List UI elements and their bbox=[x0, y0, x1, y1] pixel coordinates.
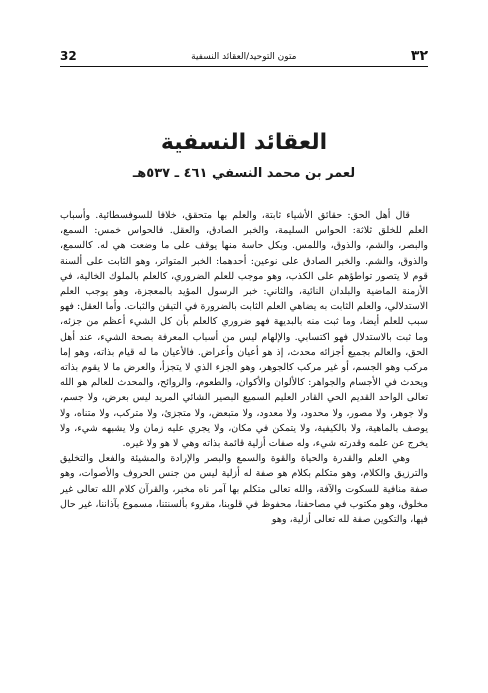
document-title: العقائد النسفية bbox=[160, 130, 328, 155]
paragraph: وهي العلم والقدرة والحياة والقوة والسمع والبصر والإرادة والمشيئة والفعل والتخليق والترزيق والكلام، وهو متكلم بكلام هو صفة له أزلية ليس من جنس الحروف والأصوات، وهو صفة منافية للسكوت والآفة، والله تعالى متكلم بها آمر ناه مخبر، والقرآن كلام الله تعالى غير مخلوق، وهو مكتوب في مصاحفنا، محفوظ في قلوبنا، مقروء بألسنتنا، مسموع بآذاننا، غير حال فيها، والتكوين صفة لله تعالى أزلية، وهو bbox=[60, 453, 428, 526]
body-text bbox=[60, 208, 428, 676]
paragraph: قال أهل الحق: حقائق الأشياء ثابتة، والعلم بها متحقق، خلافا للسوفسطائية. وأسباب العلم للخلق ثلاثة: الحواس السليمة، والخبر الصادق، والعقل. فالحواس خمس: السمع، والبصر، والشم، والذوق، واللمس. وبكل حاسة منها يوقف على ما وضعت هي له. كالسمع، والذوق، والشم. والخبر الصادق على نوعين: أحدهما: الخبر المتواتر، وهو الثابت على ألسنة قوم لا يتصور تواطؤهم على الكذب، وهو موجب للعلم الضروري، كالعلم بالملوك الخالية، في الأزمنة الماضية والبلدان النائية، والثاني: خبر الرسول المؤيد بالمعجزة، وهو يوجب العلم الاستدلالي، والعلم الثابت به يضاهي العلم الثابت بالضرورة في التيقن والثبات. وأما العقل: فهو سبب للعلم أيضا، وما ثبت منه بالبديهة فهو ضروري كالعلم بأن كل الشيء أعظم من جزئه، وما ثبت بالاستدلال فهو اكتسابي. والإلهام ليس من أسباب المعرفة بصحة الشيء، عند أهل الحق، والعالم بجميع أجزائه محدث، إذ هو أعيان وأعراض. فالأعيان ما له قيام بذاته، وهو إما مركب وهو الجسم، أو غير مركب كالجوهر، وهو الجزء الذي لا يتجزأ، والعرض ما لا يقوم بذاته ويحدث في الأجسام والجواهر: كالألوان والأكوان، والطعوم، والروائح، والمحدث للعالم هو الله تعالى الواحد القديم الحي القادر العليم السميع البصير الشائي المريد ليس بعرض، ولا جسم، ولا جوهر، ولا مصور، ولا محدود، ولا معدود، ولا متبعض، ولا متجزئ، ولا متركب، ولا متناه، ولا يوصف بالماهية، ولا بالكيفية، ولا يتمكن في مكان، ولا يجري عليه زمان ولا يشبهه شيء، ولا يخرج عن علمه وقدرته شيء، وله صفات أزلية قائمة بذاته وهي لا هو ولا غيره. bbox=[60, 210, 428, 450]
document-subtitle: لعمر بن محمد النسفي ٤٦١ ـ ٥٣٧هـ bbox=[132, 166, 356, 181]
page-number-latin: 32 bbox=[60, 49, 77, 63]
page-number-arabic: ٣٢ bbox=[410, 48, 428, 64]
running-title: متون التوحيد/العقائد النسفية bbox=[191, 52, 297, 62]
running-header bbox=[60, 44, 428, 67]
